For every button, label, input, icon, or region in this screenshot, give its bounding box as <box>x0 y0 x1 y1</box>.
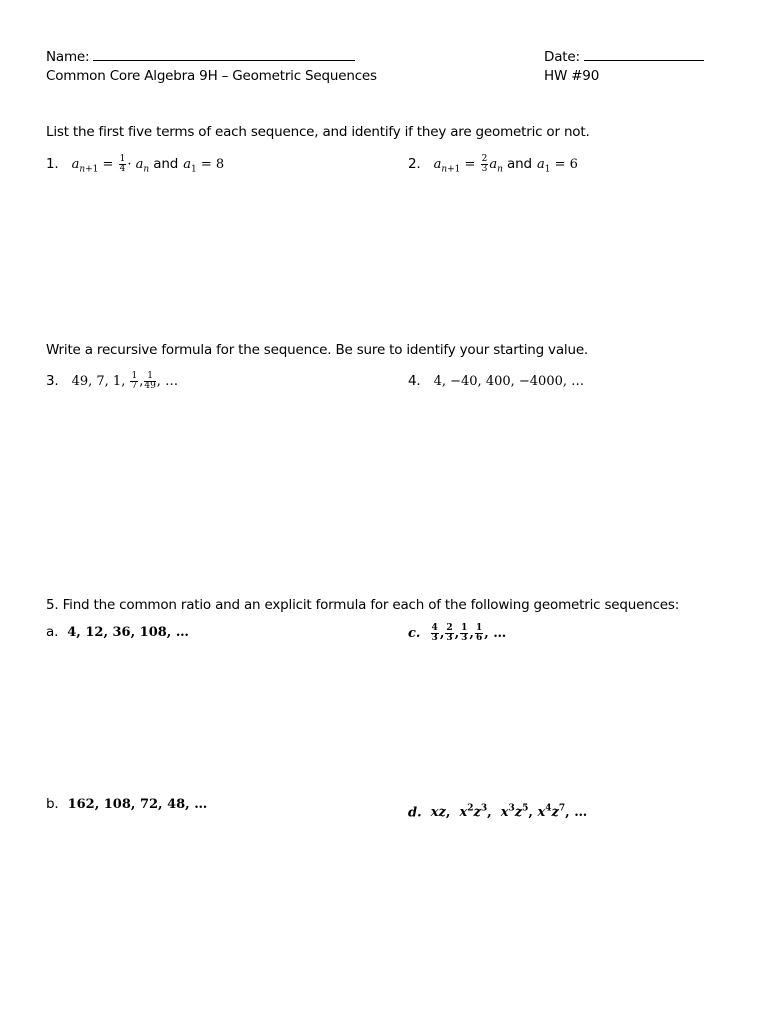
problem-2 <box>408 150 578 176</box>
problem-4-number: 4. <box>408 373 421 389</box>
problem-5c <box>408 618 506 646</box>
problem-5d-label: d. <box>408 805 422 821</box>
problem-2-formula: $a_{n+1}$ = $\frac{2}{3}$ $a_n$ <box>433 154 503 175</box>
problem-2-fraction: $\frac{2}{3}$ <box>481 154 488 174</box>
problem-1-initial: $a_1 = 8$ <box>183 157 225 175</box>
problem-5c-sequence: $\frac{4}{3}$ , $\frac{2}{3}$ , $\frac{1}{3}$ , $\frac{1}{6}$ , … <box>431 623 507 643</box>
problem-3 <box>46 366 178 394</box>
hw-number: HW #90 <box>544 68 600 84</box>
course-title: Common Core Algebra 9H – Geometric Sequences <box>46 68 377 84</box>
date-line <box>544 47 704 65</box>
problem-5b-sequence: 162, 108, 72, 48, … <box>67 797 208 812</box>
date-blank[interactable] <box>584 47 704 61</box>
problem-5a <box>46 618 189 644</box>
name-blank[interactable] <box>93 47 355 61</box>
problem-1-formula: $a_{n+1}$ = $\frac{1}{4}$ · $a_n$ <box>71 154 150 175</box>
problem-3-fraction-1: $\frac{1}{7}$ <box>131 371 138 391</box>
problem-5c-fraction-4: $\frac{1}{6}$ <box>475 623 483 643</box>
problem-2-number: 2. <box>408 156 421 172</box>
section2-instruction: Write a recursive formula for the sequence. Be sure to identify your starting value. <box>46 342 589 358</box>
problem-4 <box>408 366 584 394</box>
problem-2-and: and <box>507 156 532 172</box>
section3-instruction: 5. Find the common ratio and an explicit formula for each of the following geometric sequences: <box>46 597 680 613</box>
date-label: Date: <box>544 49 580 65</box>
problem-5d-sequence: xz, $x^2z^3$, $x^3z^5$, $x^4z^7$, … <box>430 804 588 821</box>
section1-instruction: List the first five terms of each sequence, and identify if they are geometric or not. <box>46 124 590 140</box>
problem-5b <box>46 790 207 816</box>
problem-5d <box>408 796 587 822</box>
problem-1-number: 1. <box>46 156 59 172</box>
problem-3-number: 3. <box>46 373 59 389</box>
problem-4-sequence: 4, −40, 400, −4000, … <box>433 374 585 389</box>
problem-5a-sequence: 4, 12, 36, 108, … <box>67 625 189 640</box>
problem-5b-label: b. <box>46 796 59 812</box>
problem-1-and: and <box>153 156 179 172</box>
problem-2-initial: $a_1 = 6$ <box>536 157 578 175</box>
problem-5a-label: a. <box>46 624 59 640</box>
problem-3-sequence: 49, 7, 1, $\frac{1}{7}$ , $\frac{1}{49}$ , … <box>71 371 179 391</box>
problem-1 <box>46 150 224 176</box>
problem-3-fraction-2: $\frac{1}{49}$ <box>144 371 156 391</box>
problem-5c-fraction-1: $\frac{4}{3}$ <box>431 623 438 643</box>
problem-5c-fraction-3: $\frac{1}{3}$ <box>461 623 468 643</box>
name-label: Name: <box>46 49 90 65</box>
problem-5c-fraction-2: $\frac{2}{3}$ <box>446 623 453 643</box>
problem-1-fraction: $\frac{1}{4}$ <box>119 154 126 174</box>
problem-5c-label: c. <box>408 626 421 641</box>
name-line <box>46 47 355 65</box>
